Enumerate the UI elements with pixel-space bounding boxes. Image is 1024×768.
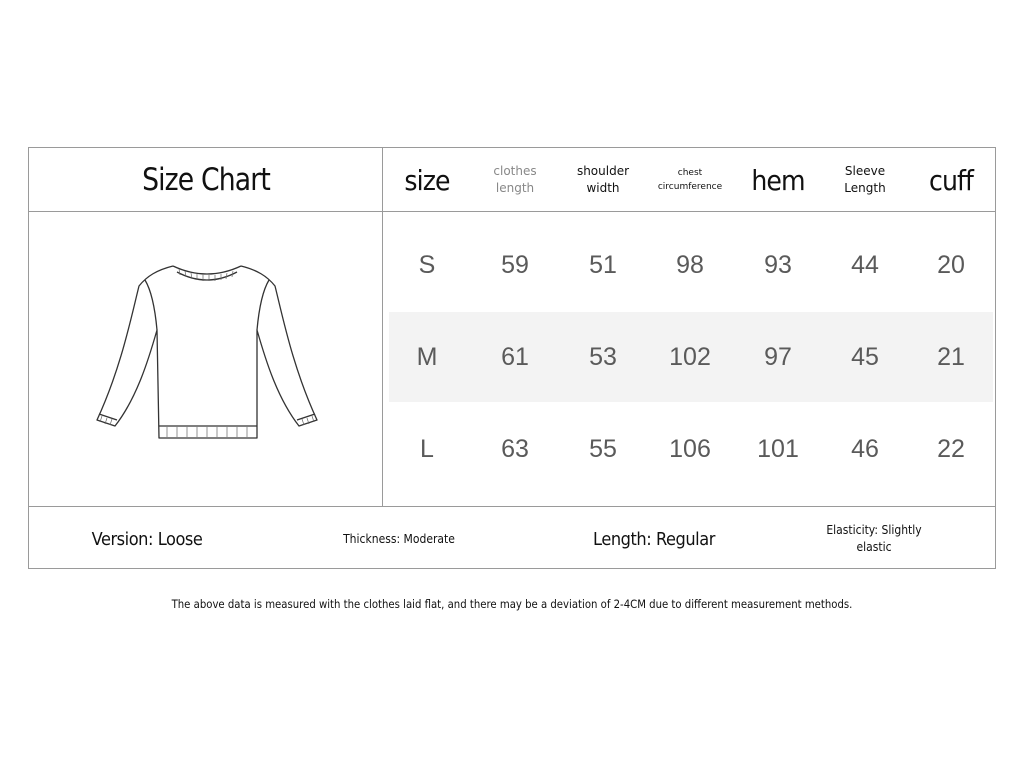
- size-label: L: [420, 434, 434, 463]
- measurement-value: 93: [764, 250, 792, 279]
- measurement-value: 45: [851, 342, 879, 371]
- elasticity-label: Elasticity: Slightly elastic: [826, 523, 922, 554]
- column-divider: [382, 148, 383, 506]
- column-header: [650, 148, 730, 212]
- column-header-line: clothes: [493, 164, 537, 178]
- column-header-line: width: [586, 181, 620, 195]
- measurement-value: 97: [764, 342, 792, 371]
- column-header: [475, 148, 555, 212]
- measurement-note: The above data is measured with the clothes laid flat, and there may be a deviation of 2-4CM due to different measurement methods.: [171, 597, 853, 611]
- measurement-value: 51: [589, 250, 617, 279]
- measurement-value: 21: [937, 342, 965, 371]
- sweater-icon: [87, 248, 327, 448]
- measurement-value: 55: [589, 434, 617, 463]
- column-header-line: shoulder: [576, 164, 630, 178]
- column-header: [391, 148, 463, 212]
- size-label: S: [418, 250, 436, 279]
- measurement-value: 98: [676, 250, 704, 279]
- thickness-label: Thickness: Moderate: [343, 531, 455, 546]
- column-header-line: Sleeve: [844, 164, 886, 178]
- measurement-value: 106: [669, 434, 711, 463]
- column-header-line: length: [495, 181, 535, 195]
- measurement-value: 102: [669, 342, 711, 371]
- version-label: Version: Loose: [91, 528, 203, 550]
- measurement-value: 53: [589, 342, 617, 371]
- column-header: [563, 148, 643, 212]
- measurement-value: 59: [501, 250, 529, 279]
- chart-title: Size Chart: [142, 162, 270, 198]
- measurement-value: 46: [851, 434, 879, 463]
- measurement-value: 63: [501, 434, 529, 463]
- measurement-value: 22: [937, 434, 965, 463]
- column-header-line: size: [404, 163, 450, 197]
- measurement-value: 61: [501, 342, 529, 371]
- column-header: [742, 148, 814, 212]
- length-label: Length: Regular: [593, 528, 715, 550]
- footer-divider: [29, 506, 995, 507]
- column-header: [825, 148, 905, 212]
- column-header-line: circumference: [657, 182, 723, 192]
- column-header-line: Length: [844, 181, 886, 195]
- measurement-value: 20: [937, 250, 965, 279]
- size-chart-table: [28, 147, 996, 569]
- column-header-line: hem: [751, 163, 805, 197]
- column-header-line: chest: [677, 168, 703, 178]
- size-label: M: [416, 342, 438, 371]
- measurement-value: 101: [757, 434, 799, 463]
- column-header-line: cuff: [929, 163, 973, 197]
- column-header: [915, 148, 987, 212]
- measurement-value: 44: [851, 250, 879, 279]
